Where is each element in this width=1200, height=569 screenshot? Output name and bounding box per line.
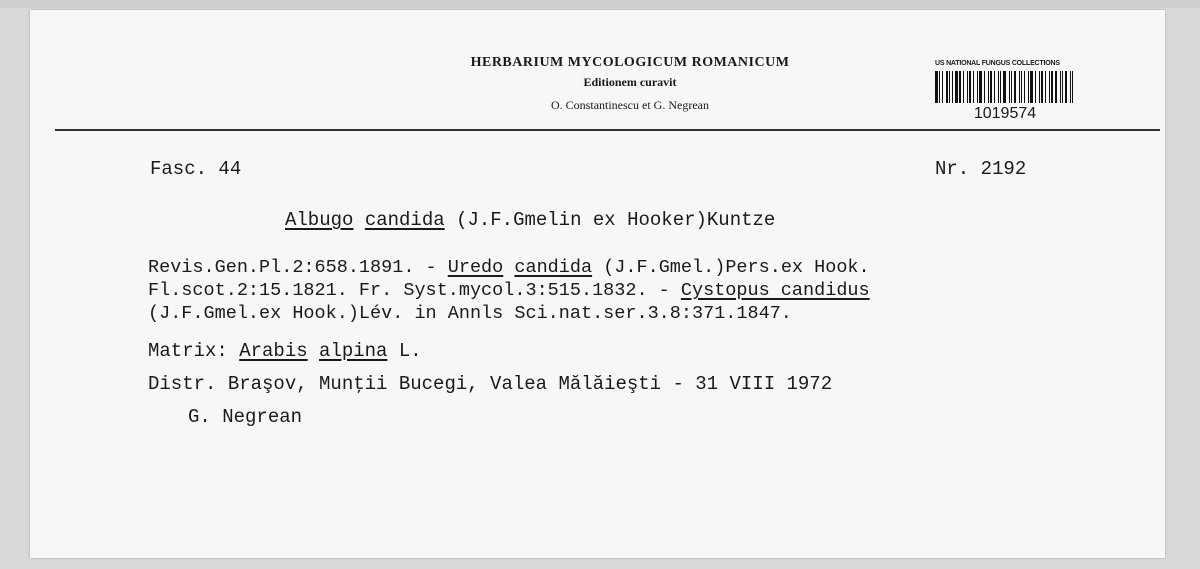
barcode-bar xyxy=(1070,71,1071,103)
synonymy-ref-3: Fl.scot.2:15.1821. Fr. Syst.mycol.3:515.1832. - xyxy=(148,280,681,301)
scan-background xyxy=(0,0,1200,8)
barcode-bar xyxy=(963,71,964,103)
barcode-bar xyxy=(988,71,990,103)
synonymy-line-3: (J.F.Gmel.ex Hook.)Lév. in Annls Sci.nat.ser.3.8:371.1847. xyxy=(148,303,792,324)
barcode-bar xyxy=(1028,71,1029,103)
matrix-prefix: Matrix: xyxy=(148,340,240,362)
barcode-bar xyxy=(1021,71,1023,103)
barcode-bar xyxy=(1019,71,1020,103)
host-authority: L. xyxy=(387,340,422,362)
barcode-bar xyxy=(1072,71,1073,103)
herbarium-title: HERBARIUM MYCOLOGICUM ROMANICUM xyxy=(470,55,790,70)
fascicle-number: Fasc. 44 xyxy=(150,158,242,180)
synonym-epithet: candida xyxy=(514,257,593,278)
barcode-bar xyxy=(984,71,985,103)
barcode-block xyxy=(935,60,1075,123)
barcode-number: 1019574 xyxy=(973,105,1037,122)
barcode-bar xyxy=(1003,71,1006,103)
barcode-bar xyxy=(946,71,948,103)
barcode-bar xyxy=(977,71,978,103)
barcode-bar xyxy=(1051,71,1053,103)
header-divider xyxy=(55,129,1160,131)
barcode-bar xyxy=(1014,71,1016,103)
barcode-bar xyxy=(969,71,971,103)
barcode-bar xyxy=(1039,71,1040,103)
barcode-bar xyxy=(979,71,982,103)
synonymy-block xyxy=(148,256,870,325)
barcode-institution: US NATIONAL FUNGUS COLLECTIONS xyxy=(935,60,1060,67)
synonymy-ref-1: Revis.Gen.Pl.2:658.1891. - xyxy=(148,257,448,278)
barcode-bar xyxy=(994,71,995,103)
barcode-bar xyxy=(939,71,940,103)
barcode-bar xyxy=(942,71,943,103)
editor-line: Editionem curavit xyxy=(583,75,677,89)
barcode-bar xyxy=(1062,71,1063,103)
barcode-bar xyxy=(959,71,961,103)
synonym-cystopus: Cystopus candidus xyxy=(680,280,870,301)
distribution-line: Distr. Braşov, Munţii Bucegi, Valea Mălăieşti - 31 VIII 1972 xyxy=(148,373,833,395)
barcode-bar xyxy=(1065,71,1067,103)
curators-line: O. Constantinescu et G. Negrean xyxy=(551,98,709,112)
barcode-bar xyxy=(967,71,968,103)
collector-name: G. Negrean xyxy=(188,406,303,428)
specimen-number: Nr. 2192 xyxy=(935,158,1027,180)
species-epithet: candida xyxy=(364,209,445,231)
synonymy-ref-2: (J.F.Gmel.)Pers.ex Hook. xyxy=(592,257,870,278)
label-header xyxy=(400,55,860,113)
barcode-bar xyxy=(1049,71,1050,103)
host-genus: Arabis xyxy=(239,340,308,362)
barcode-bar xyxy=(998,71,999,103)
species-genus: Albugo xyxy=(285,209,354,231)
synonymy-line-1 xyxy=(148,256,870,279)
barcode-bar xyxy=(990,71,992,103)
barcode-bar xyxy=(935,71,938,103)
species-authority: (J.F.Gmelin ex Hooker)Kuntze xyxy=(456,209,776,231)
barcode-bar xyxy=(1030,71,1033,103)
barcode-bar xyxy=(1000,71,1001,103)
barcode-bar xyxy=(955,71,958,103)
barcode-bar xyxy=(1009,71,1010,103)
synonymy-line-2 xyxy=(148,279,870,302)
barcode-bar xyxy=(952,71,953,103)
barcode-bar xyxy=(1060,71,1061,103)
barcode-bar xyxy=(949,71,950,103)
barcode-bar xyxy=(973,71,974,103)
barcode-icon xyxy=(935,71,1075,103)
host-epithet: alpina xyxy=(319,340,388,362)
barcode-bar xyxy=(1035,71,1036,103)
barcode-bar xyxy=(1055,71,1058,103)
barcode-bar xyxy=(1024,71,1025,103)
species-name xyxy=(285,209,775,231)
matrix-line xyxy=(148,340,422,362)
synonym-genus: Uredo xyxy=(447,257,504,278)
barcode-bar xyxy=(1041,71,1043,103)
barcode-bar xyxy=(1045,71,1046,103)
barcode-bar xyxy=(1011,71,1012,103)
